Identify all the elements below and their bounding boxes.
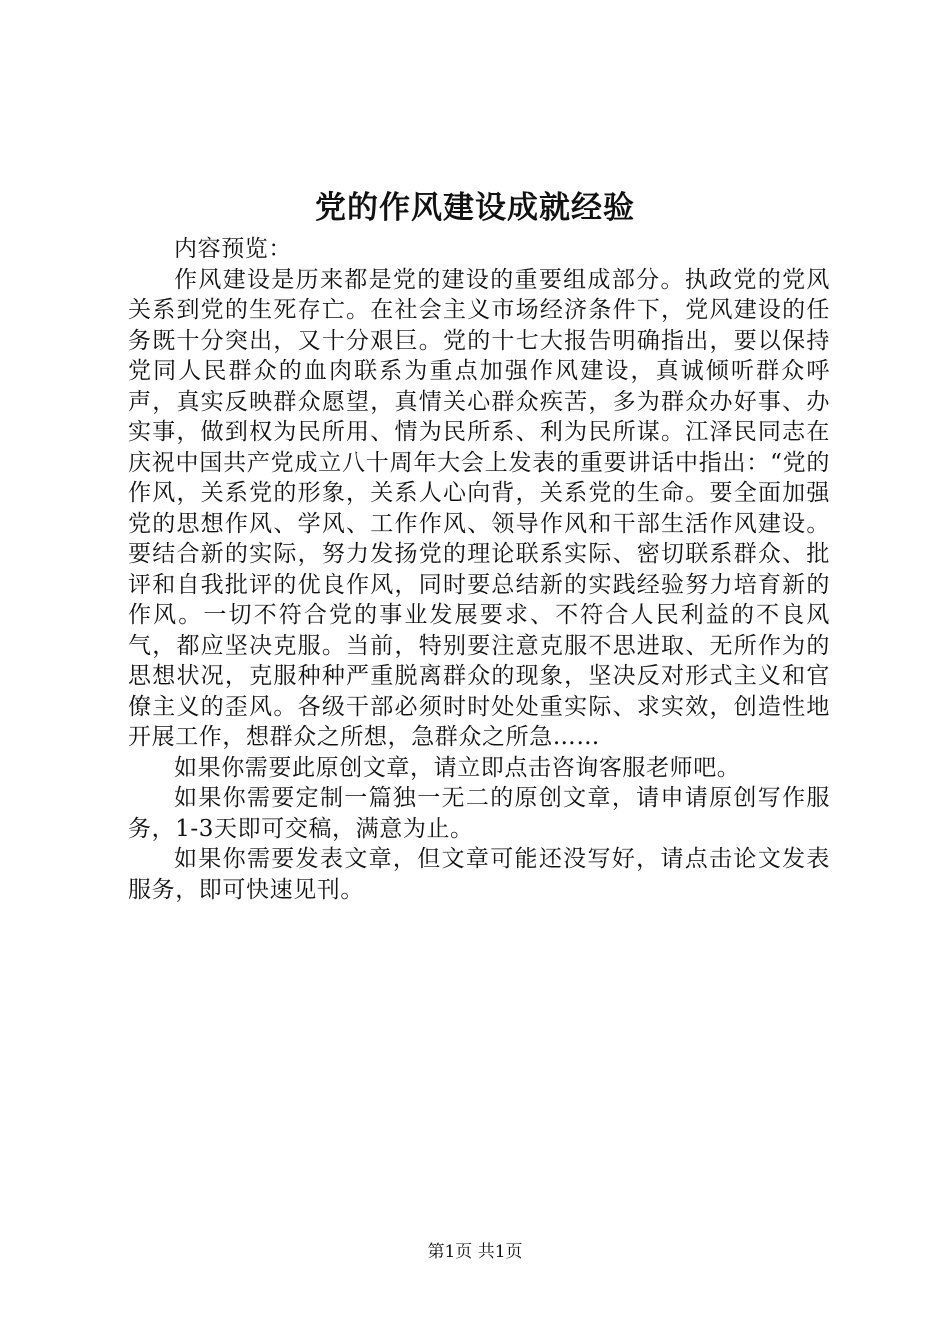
page-number-footer: 第1页 共1页 — [427, 1242, 523, 1262]
main-paragraph: 作风建设是历来都是党的建设的重要组成部分。执政党的党风关系到党的生死存亡。在社会主义市场经济条件下，党风建设的任务既十分突出，又十分艰巨。党的十七大报告明确指出，要以保持党同人民群众的血肉联系为重点加强作风建设，真诚倾听群众呼声，真实反映群众愿望，真情关心群众疾苦，多为群众办好事、办实事，做到权为民所用、情为民所系、利为民所谋。江泽民同志在庆祝中国共产党成立八十周年大会上发表的重要讲话中指出：“党的作风，关系党的形象，关系人心向背，关系党的生命。要全面加强党的思想作风、学风、工作作风、领导作风和干部生活作风建设。要结合新的实际，努力发扬党的理论联系实际、密切联系群众、批评和自我批评的优良作风，同时要总结新的实践经验努力培育新的作风。一切不符合党的事业发展要求、不符合人民利益的不良风气，都应坚决克服。当前，特别要注意克服不思进取、无所作为的思想状况，克服种种严重脱离群众的现象，坚决反对形式主义和官僚主义的歪风。各级干部必须时时处处重实际、求实效，创造性地开展工作，想群众之所想，急群众之所急…… — [128, 266, 830, 750]
document-title: 党的作风建设成就经验 — [315, 190, 635, 226]
publishing-paragraph: 如果你需要发表文章，但文章可能还没写好，请点击论文发表服务，即可快速见刊。 — [128, 846, 830, 903]
document-body — [128, 234, 830, 905]
preview-label: 内容预览： — [174, 236, 292, 262]
consult-paragraph: 如果你需要此原创文章，请立即点击咨询客服老师吧。 — [174, 754, 741, 781]
custom-writing-paragraph: 如果你需要定制一篇独一无二的原创文章，请申请原创写作服务，1-3天即可交稿，满意为止。 — [128, 785, 830, 842]
